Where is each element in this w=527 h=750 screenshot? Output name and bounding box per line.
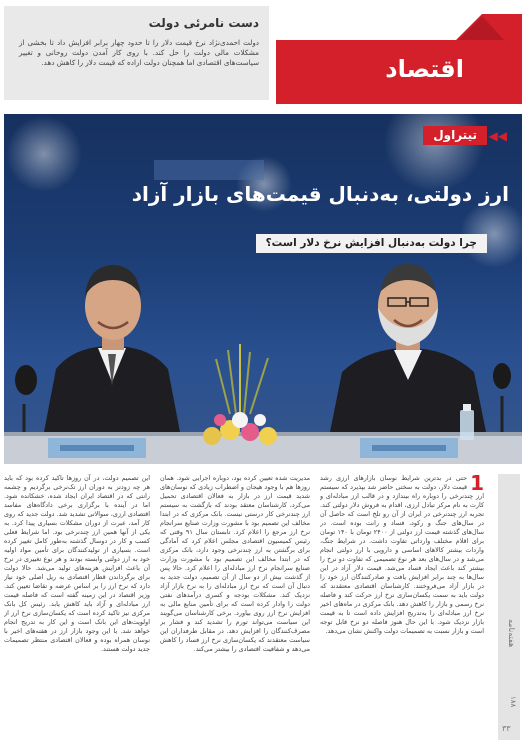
article-photo	[4, 114, 522, 464]
page-sidebar	[498, 474, 520, 740]
photo-illustration	[4, 114, 522, 464]
brief-title: دست نامرئی دولت	[148, 16, 259, 30]
dropcap: 1	[470, 474, 484, 495]
article-column-right	[320, 474, 484, 740]
news-brief	[4, 6, 269, 100]
article-column-left: این تصمیم دولت، در آن روزها تاکید کرده بود که باید هر چه زودتر به دوران ارز تک‌نرخی برگردیم و چشمه رانتی که در اقتصاد ایران ایجاد شده، خشکانده شود. اما در آینده با برگزاری برخی دادگاه‌های مفاسد اقتصادی ارزی، سوالاتی تشدید شد. دولت جدید که روی کار آمد، عبرت از دوران مشکلات بسیاری پیدا کرد. به یکی از آنها همین ارز چندنرخی بود. اما شرایط فعلی کسب و کار در دوسال گذشته به‌طور کامل تغییر کرده است. بسیاری از تولیدکنندگان برای تأمین مواد اولیه خود به ارز دولتی وابسته بودند و هر نوع تغییری در نرخ آن باعث افزایش هزینه‌های تولید می‌شد. حالا دولت برای برگرداندن قطار اقتصادی به ریل اصلی خود نیاز دارد که نرخ ارز را بر اساس عرضه و تقاضا تعیین کند. وزیر اقتصاد در این زمینه گفته است که فاصله قیمت ارز مبادله‌ای و آزاد باید کاهش یابد. رئیس کل بانک مرکزی نیز تاکید کرده است که یکسان‌سازی نرخ ارز از اولویت‌های این بانک است و این کار به تدریج انجام خواهد شد. با این وجود بازار ارز در هفته‌های اخیر با نوسان همراه بوده و فعالان اقتصادی منتظر تصمیمات جدید دولت هستند.	[4, 474, 150, 653]
tag-arrow-icon: ◀◀	[488, 129, 507, 143]
magazine-name: هفته‌نامه	[507, 619, 516, 648]
article-column-middle: مدیریت شده تعیین کرده بود، دوباره اجرایی شود. همان روزها هم با وجود هیجان و اضطراب زیادی که نوسان‌های شدید قیمت ارز در بازار به فعالان اقتصادی تحمیل می‌کرد، کارشناسان معتقد بودند که بازگشت به سیستم ارز چندنرخی کار درستی نیست. بانک مرکزی که در ابتدا مخالف این تصمیم بود با مشورت وزارت صنایع سرانجام نرخ ارز مرجع را اعلام کرد. تابستان سال ۹۱ وقتی که رئیس کمیسیون اقتصادی مجلس اعلام کرد که آمادگی برای برگشتن به ارز چندنرخی وجود دارد، بانک مرکزی که در ابتدا مخالف این تصمیم بود با مشورت وزارت صنایع سرانجام نرخ ارز مبادله‌ای را اعلام کرد. حالا پس از گذشت بیش از دو سال از آن تصمیم، دولت جدید به دنبال آن است که نرخ ارز مبادله‌ای را به نرخ بازار آزاد نزدیک کند. مشکلات بودجه و کسری درآمدهای نفتی دولت را وادار کرده است که برای تأمین منابع مالی به افزایش نرخ ارز روی بیاورد. برخی کارشناسان می‌گویند این سیاست می‌تواند تورم را تشدید کند و فشار بر مصرف‌کنندگان را افزایش دهد. در مقابل طرفداران این سیاست معتقدند که یکسان‌سازی نرخ ارز فساد را کاهش می‌دهد و شفافیت اقتصادی را بیشتر می‌کند.	[160, 474, 310, 653]
article-column-right-text: حتی در بدترین شرایط نوسان بازارهای ارزی رشد قیمت دلار، دولت به سختی حاضر شد بپذیرد که سیستم ارز چندنرخی را دوباره راه بیندازد و در قالب ارز مبادله‌ای و کارت به نام مرکز تبادل ارزی، اقدام به فروش دلار دولتی کند. تجربه ارز چندنرخی در ایران از آن رو تلخ است که حاصل آن در سال‌های جنگ و رکود، فساد و رانت بوده است. در سال‌های گذشته قیمت ارز دولتی از ۲۴۰۰ تومان با ۱۴۰ تومان برای اقلام مختلف وارداتی تفاوت داشت. در شرایط جنگ، واردات بیشتر کالاهای اساسی و دارویی با ارز دولتی انجام می‌شد و در سال‌های بعد هر نوع تصمیمی که تفاوت دو نرخ را بیشتر کند باعث ایجاد فساد می‌شد. قیمت دلار آزاد در این سال‌ها به چند برابر افزایش یافت و صادرکنندگان ارز خود را در بازار آزاد می‌فروختند. کارشناسان اقتصادی معتقدند که دولت باید به سمت یکسان‌سازی نرخ ارز حرکت کند و فاصله نرخ رسمی و بازار را کاهش دهد. بانک مرکزی در ماه‌های اخیر نرخ ارز مبادله‌ای را به‌تدریج افزایش داده است تا به قیمت بازار نزدیک شود. با این حال هنوز فاصله دو نرخ قابل توجه است و بازار نسبت به تصمیمات دولت واکنش نشان می‌دهد.	[320, 474, 484, 635]
section-tab	[276, 0, 522, 104]
article-subheadline: چرا دولت به‌دنبال افزایش نرخ دلار است؟	[256, 234, 487, 253]
page-number: ۳۳	[502, 724, 511, 733]
brief-body: دولت احمدی‌نژاد نرخ قیمت دلار را تا حدود چهار برابر افزایش داد تا بخشی از مشکلات مالی دولت را حل کند. با روی کار آمدن دولت روحانی و تغییر سیاست‌های اقتصادی اما همچنان دولت اراده که قیمت دلار را کاهش دهد.	[19, 38, 259, 67]
issue-number: ۱۸۸	[509, 696, 517, 708]
section-tab-shape	[276, 0, 522, 104]
article-tag: تیتراول	[423, 126, 487, 145]
section-label: اقتصاد	[385, 55, 464, 83]
article-headline: ارز دولتی، به‌دنبال قیمت‌های بازار آزاد	[131, 182, 509, 206]
